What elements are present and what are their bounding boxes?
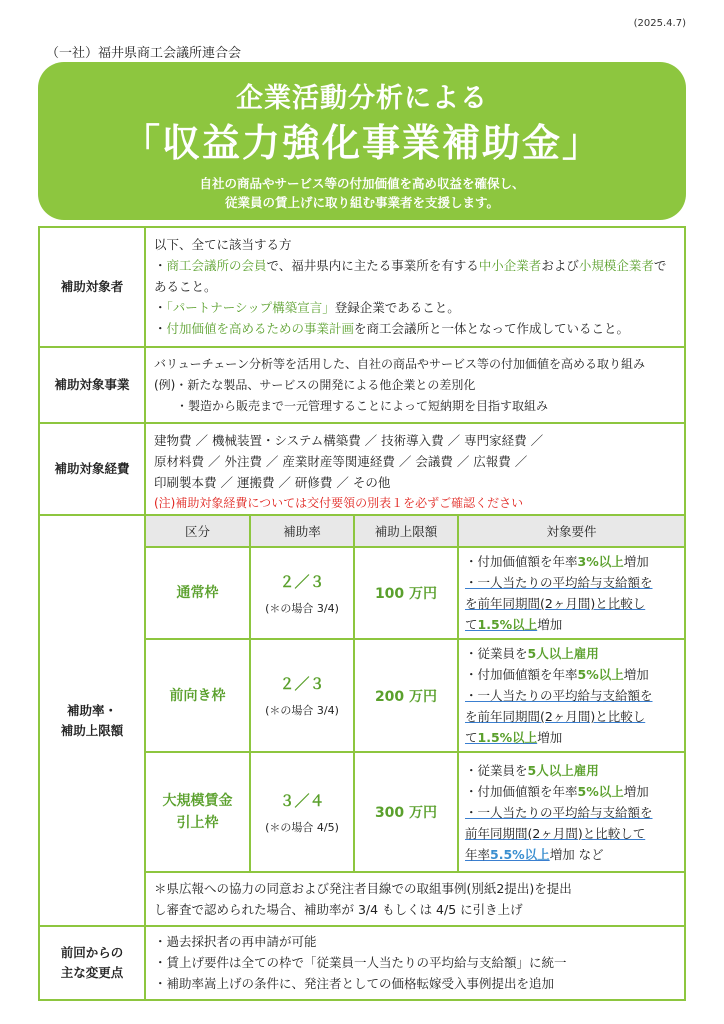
ratio-value: ３／４ [279, 791, 325, 810]
title-line-1: 企業活動分析による [236, 83, 488, 114]
project-line-2: (例)・新たな製品、サービスの開発による他企業との差別化 [154, 378, 476, 392]
frame-name: 前向き枠 [169, 687, 226, 704]
change-item-2: ・賃上げ要件は全ての枠で「従業員一人当たりの平均給与支給額」に統一 [154, 955, 567, 970]
content-changes [146, 927, 684, 999]
expense-line-3: 印刷製本費 ／ 運搬費 ／ 研修費 ／ その他 [154, 475, 391, 490]
rate-footnote-1: ＊県広報への協力の同意および発注者目線での取組事例(別紙2提出)を提出 [154, 881, 572, 896]
label-expense: 補助対象経費 [40, 424, 146, 514]
label-eligible: 補助対象者 [40, 228, 146, 346]
limit-value: 200 万円 [374, 688, 438, 705]
row-changes [40, 927, 684, 999]
header-ratio: 補助率 [250, 516, 354, 547]
label-project: 補助対象事業 [40, 348, 146, 422]
table-row [146, 547, 684, 639]
title-banner [38, 62, 686, 220]
frame-name: 大規模賃金 [162, 793, 233, 809]
project-line-3: ・製造から販売まで一元管理することによって短納期を目指す取組み [176, 399, 549, 413]
frame-name: 通常枠 [176, 585, 219, 601]
requirements: ・従業員を5人以上雇用 ・付加価値額を年率5%以上増加 ・一人当たりの平均給与支給額を を前年同期間(2ヶ月間)と比較し て1.5%以上増加 [458, 639, 684, 752]
eligible-item-3: ・付加価値を高めるための事業計画を商工会議所と一体となって作成していること。 [154, 321, 630, 336]
label-rate: 補助率・ 補助上限額 [40, 516, 146, 925]
label-changes: 前回からの 主な変更点 [40, 927, 146, 999]
rate-footnote [146, 873, 684, 925]
banner-subtitle [38, 174, 686, 212]
requirements: ・従業員を5人以上雇用 ・付加価値額を年率5%以上増加 ・一人当たりの平均給与支給額を 前年同期間(2ヶ月間)と比較して 年率5.5%以上増加 など [458, 752, 684, 872]
issue-date: (2025.4.7) [633, 18, 686, 29]
ratio-note: (＊の場合 3/4) [265, 704, 339, 717]
ratio-note: (＊の場合 3/4) [265, 601, 339, 615]
table-row [146, 752, 684, 872]
organization-name: （一社）福井県商工会議所連合会 [46, 46, 242, 61]
table-row [146, 639, 684, 752]
expense-note: (注)補助対象経費については交付要領の別表１を必ずご確認ください [154, 496, 524, 510]
change-item-3: ・補助率嵩上げの条件に、発注者としての価格転嫁受入事例提出を追加 [154, 976, 555, 991]
rate-header-row [146, 516, 684, 547]
change-item-1: ・過去採択者の再申請が可能 [154, 934, 317, 949]
content-project [146, 348, 684, 422]
header-category: 区分 [146, 516, 250, 547]
project-line-1: バリューチェーン分析等を活用した、自社の商品やサービス等の付加価値を高める取り組み [154, 357, 646, 371]
rate-footnote-2: し審査で認められた場合、補助率が 3/4 もしくは 4/5 に引き上げ [154, 902, 523, 917]
content-rate [146, 516, 684, 925]
frame-name-2: 引上枠 [176, 815, 219, 831]
ratio-note: (＊の場合 4/5) [265, 820, 339, 834]
ratio-value: ２／３ [279, 675, 325, 693]
info-table [38, 226, 686, 1001]
expense-line-1: 建物費 ／ 機械装置・システム構築費 ／ 技術導入費 ／ 専門家経費 ／ [154, 433, 544, 448]
eligible-item-2: ・「パートナーシップ構築宣言」登録企業であること。 [154, 300, 460, 315]
banner-subtitle-1: 自社の商品やサービス等の付加価値を高め収益を確保し、 [199, 176, 525, 191]
requirements: ・付加価値額を年率3%以上増加 ・一人当たりの平均給与支給額を を前年同期間(2ヶ月間)と比較し て1.5%以上増加 [458, 547, 684, 639]
row-project [40, 348, 684, 424]
ratio-value: ２／３ [279, 572, 325, 591]
expense-line-2: 原材料費 ／ 外注費 ／ 産業財産等関連経費 ／ 会議費 ／ 広報費 ／ [154, 454, 528, 469]
eligible-intro: 以下、全てに該当する方 [154, 237, 292, 252]
limit-value: 100 万円 [374, 586, 438, 602]
row-expense [40, 424, 684, 516]
title-line-2: 「収益力強化事業補助金」 [121, 121, 602, 165]
header-requirements: 対象要件 [458, 516, 684, 547]
limit-value: 300 万円 [374, 805, 438, 821]
content-expense [146, 424, 684, 514]
row-rate [40, 516, 684, 927]
eligible-item-1: ・商工会議所の会員で、福井県内に主たる事業所を有する中小企業者および小規模企業者であること。 [154, 258, 667, 294]
row-eligible [40, 228, 684, 348]
rate-table [146, 516, 684, 873]
banner-subtitle-2: 従業員の賃上げに取り組む事業者を支援します。 [224, 195, 499, 210]
header-limit: 補助上限額 [354, 516, 458, 547]
content-eligible [146, 228, 684, 346]
